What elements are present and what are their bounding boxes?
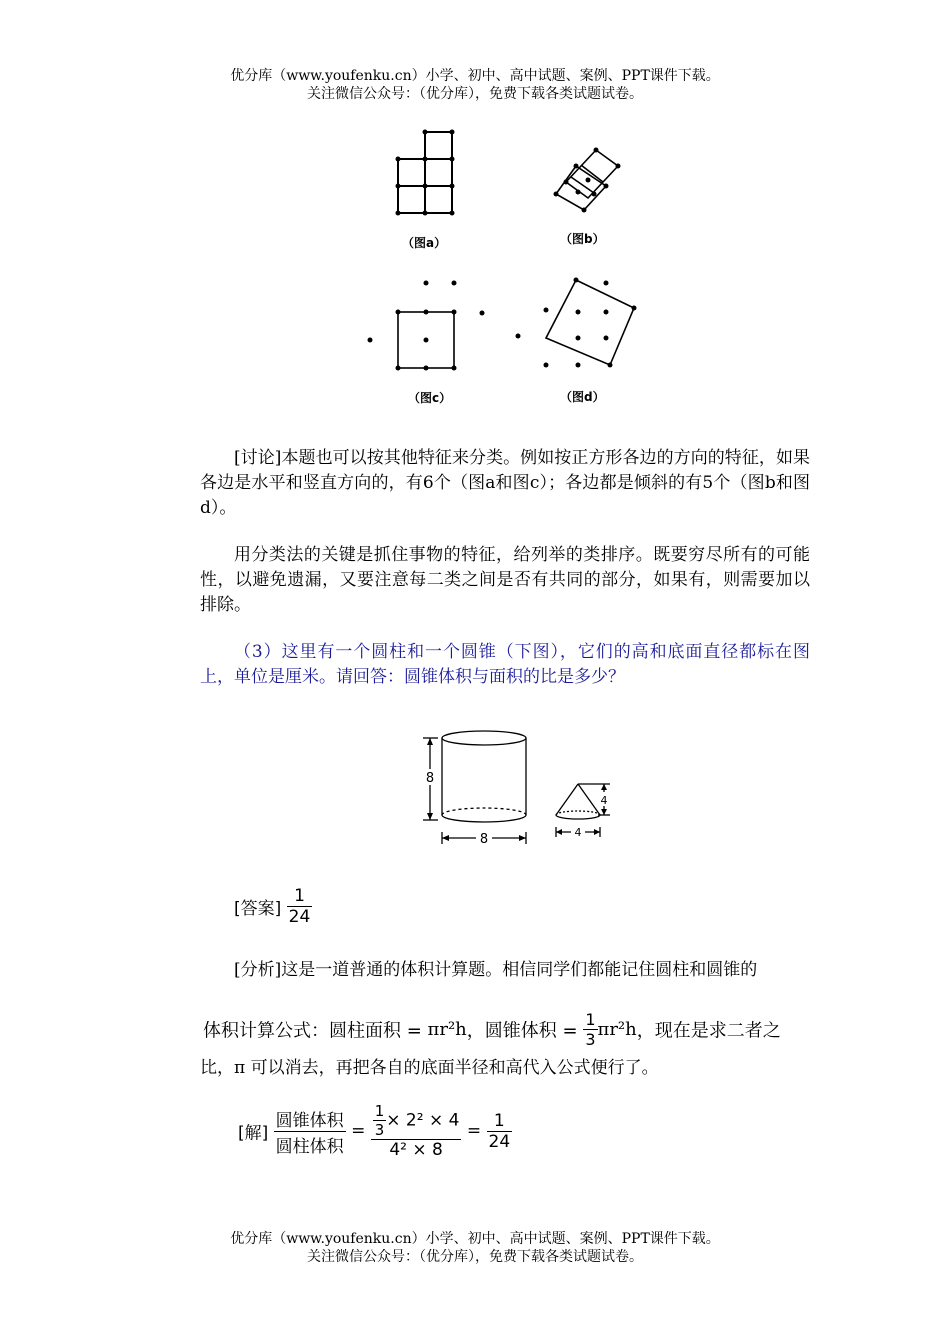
cylinder-formula: πr²h: [427, 1019, 467, 1040]
cone-height-label: 4: [600, 794, 608, 807]
cylinder-height-label: 8: [425, 771, 435, 786]
question-text: （3）这里有一个圆柱和一个圆锥（下图），它们的高和底面直径都标在图上，单位是厘米。请回答：圆锥体积与面积的比是多少？: [200, 642, 810, 687]
one-third-fraction: [583, 1010, 597, 1049]
answer-label: [答案]: [234, 899, 282, 919]
volume-fraction: [371, 1102, 462, 1160]
caption-d: （图d）: [560, 390, 605, 404]
cone-diameter-label: 4: [574, 826, 582, 839]
discussion-paragraph-2: 用分类法的关键是抓住事物的特征，给列举的类排序。既要穷尽所有的可能性，以避免遗漏，又要注意每二类之间是否有共同的部分，如果有，则需要加以排除。: [200, 545, 810, 615]
answer-denominator: 24: [288, 907, 311, 927]
header-line-1: 优分库（www.youfenku.cn）小学、初中、高中试题、案例、PPT课件下载。: [230, 68, 720, 84]
one-third-numerator: 1: [585, 1010, 596, 1029]
solution-label: [解]: [238, 1123, 269, 1144]
ratio-numerator: 圆锥体积: [274, 1106, 346, 1132]
result-numerator: 1: [487, 1111, 513, 1132]
analysis-paragraph-1: [分析]这是一道普通的体积计算题。相信同学们都能记住圆柱和圆锥的: [234, 960, 758, 980]
answer-line: [234, 886, 312, 927]
ratio-denominator: 圆柱体积: [275, 1136, 344, 1157]
volume-numerator: [371, 1102, 462, 1140]
footer-line-1: 优分库（www.youfenku.cn）小学、初中、高中试题、案例、PPT课件下载。: [230, 1231, 720, 1247]
formula-line: [203, 1010, 781, 1049]
caption-c: （图c）: [408, 391, 452, 405]
formula-prefix: 体积计算公式：圆柱面积 =: [203, 1020, 428, 1042]
solution-line: [238, 1102, 512, 1160]
result-denominator: 24: [488, 1131, 511, 1152]
numerator-rest: × 2² × 4: [386, 1110, 460, 1131]
cylinder-diameter-label: 8: [479, 832, 489, 847]
one-third-denominator: 3: [585, 1030, 596, 1049]
equals-sign-2: =: [466, 1121, 482, 1141]
cone-prefix: ，圆锥体积 =: [466, 1020, 584, 1042]
volume-denominator: 4² × 8: [389, 1140, 443, 1160]
answer-fraction: [287, 886, 313, 927]
ratio-fraction: [274, 1106, 346, 1157]
caption-b: （图b）: [560, 232, 605, 246]
cone-formula: πr²h: [597, 1019, 637, 1040]
analysis-paragraph-3: 比，π 可以消去，再把各自的底面半径和高代入公式便行了。: [200, 1058, 659, 1078]
inner-one: 1: [374, 1102, 385, 1120]
footer-line-2: 关注微信公众号：（优分库），免费下载各类试题试卷。: [307, 1249, 643, 1265]
inner-three: 3: [374, 1121, 385, 1139]
answer-numerator: 1: [287, 886, 313, 907]
caption-a: （图a）: [402, 236, 447, 250]
header-line-2: 关注微信公众号：（优分库），免费下载各类试题试卷。: [307, 86, 643, 102]
discussion-paragraph-1: [讨论]本题也可以按其他特征来分类。例如按正方形各边的方向的特征，如果各边是水平和竖直方向的，有6个（图a和图c）；各边都是倾斜的有5个（图b和图d）。: [200, 448, 810, 518]
inner-one-third: [373, 1102, 387, 1139]
result-fraction: [487, 1111, 513, 1152]
equals-sign-1: =: [351, 1121, 366, 1141]
formula-suffix: ，现在是求二者之: [636, 1020, 781, 1042]
